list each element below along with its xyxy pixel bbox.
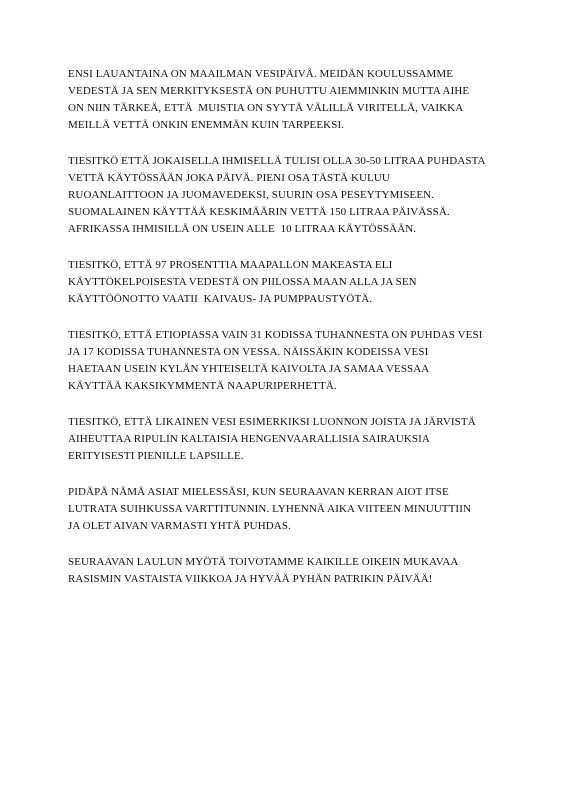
text-line: TIESITKÖ, ETTÄ 97 PROSENTTIA MAAPALLON MAKEASTA ELI bbox=[68, 259, 393, 271]
paragraph-daily-water-need bbox=[68, 153, 488, 238]
text-line: TIESITKÖ, ETTÄ ETIOPIASSA VAIN 31 KODISSA TUHANNESTA ON PUHDAS VESI bbox=[68, 329, 483, 341]
text-line: KÄYTTÄÄ KAKSIKYMMENTÄ NAAPURIPERHETTÄ. bbox=[68, 380, 337, 392]
text-line: TIESITKÖ, ETTÄ LIKAINEN VESI ESIMERKIKSI LUONNON JOISTA JA JÄRVISTÄ bbox=[68, 416, 476, 428]
text-line: ERITYISESTI PIENILLE LAPSILLE. bbox=[68, 450, 244, 462]
text-line: RASISMIN VASTAISTA VIIKKOA JA HYVÄÄ PYHÄN PATRIKIN PÄIVÄÄ! bbox=[68, 573, 433, 585]
paragraph-dirty-water bbox=[68, 414, 488, 465]
text-line: JA 17 KODISSA TUHANNESTA ON VESSA. NÄISSÄKIN KODEISSA VESI bbox=[68, 346, 429, 358]
text-line: TIESITKÖ ETTÄ JOKAISELLA IHMISELLÄ TULISI OLLA 30-50 LITRAA PUHDASTA bbox=[68, 155, 486, 167]
document-page bbox=[68, 66, 488, 607]
text-line: AIHEUTTAA RIPULIN KALTAISIA HENGENVAARALLISIA SAIRAUKSIA bbox=[68, 433, 430, 445]
text-line: ENSI LAUANTAINA ON MAAILMAN VESIPÄIVÄ. MEIDÄN KOULUSSAMME bbox=[68, 68, 454, 80]
text-line: LUTRATA SUIHKUSSA VARTTITUNNIN. LYHENNÄ AIKA VIITEEN MINUUTTIIN bbox=[68, 503, 471, 515]
paragraph-closing bbox=[68, 554, 488, 588]
text-line: RUOANLAITTOON JA JUOMAVEDEKSI, SUURIN OSA PESEYTYMISEEN. bbox=[68, 189, 435, 201]
paragraph-water-day bbox=[68, 66, 488, 134]
text-line: AFRIKASSA IHMISILLÄ ON USEIN ALLE 10 LITRAA KÄYTÖSSÄÄN. bbox=[68, 223, 417, 235]
text-line: SEURAAVAN LAULUN MYÖTÄ TOIVOTAMME KAIKILLE OIKEIN MUKAVAA bbox=[68, 556, 459, 568]
paragraph-ethiopia bbox=[68, 327, 488, 395]
text-line: ON NIIN TÄRKEÄ, ETTÄ MUISTIA ON SYYTÄ VÄLILLÄ VIRITELLÄ, VAIKKA bbox=[68, 102, 464, 114]
paragraph-groundwater bbox=[68, 257, 488, 308]
text-line: JA OLET AIVAN VARMASTI YHTÄ PUHDAS. bbox=[68, 520, 291, 532]
text-line: HAETAAN USEIN KYLÄN YHTEISELTÄ KAIVOLTA JA SAMAA VESSAA bbox=[68, 363, 430, 375]
text-line: MEILLÄ VETTÄ ONKIN ENEMMÄN KUIN TARPEEKSI. bbox=[68, 119, 345, 131]
text-line: PIDÄPÄ NÄMÄ ASIAT MIELESSÄSI, KUN SEURAAVAN KERRAN AIOT ITSE bbox=[68, 486, 449, 498]
text-line: KÄYTTÖKELPOISESTA VEDESTÄ ON PIILOSSA MAAN ALLA JA SEN bbox=[68, 276, 417, 288]
text-line: VEDESTÄ JA SEN MERKITYKSESTÄ ON PUHUTTU AIEMMINKIN MUTTA AIHE bbox=[68, 85, 470, 97]
paragraph-shower bbox=[68, 484, 488, 535]
text-line: VETTÄ KÄYTÖSSÄÄN JOKA PÄIVÄ. PIENI OSA TÄSTÄ KULUU bbox=[68, 172, 390, 184]
text-line: KÄYTTÖÖNOTTO VAATII KAIVAUS- JA PUMPPAUSTYÖTÄ. bbox=[68, 293, 373, 305]
text-line: SUOMALAINEN KÄYTTÄÄ KESKIMÄÄRIN VETTÄ 150 LITRAA PÄIVÄSSÄ. bbox=[68, 206, 450, 218]
